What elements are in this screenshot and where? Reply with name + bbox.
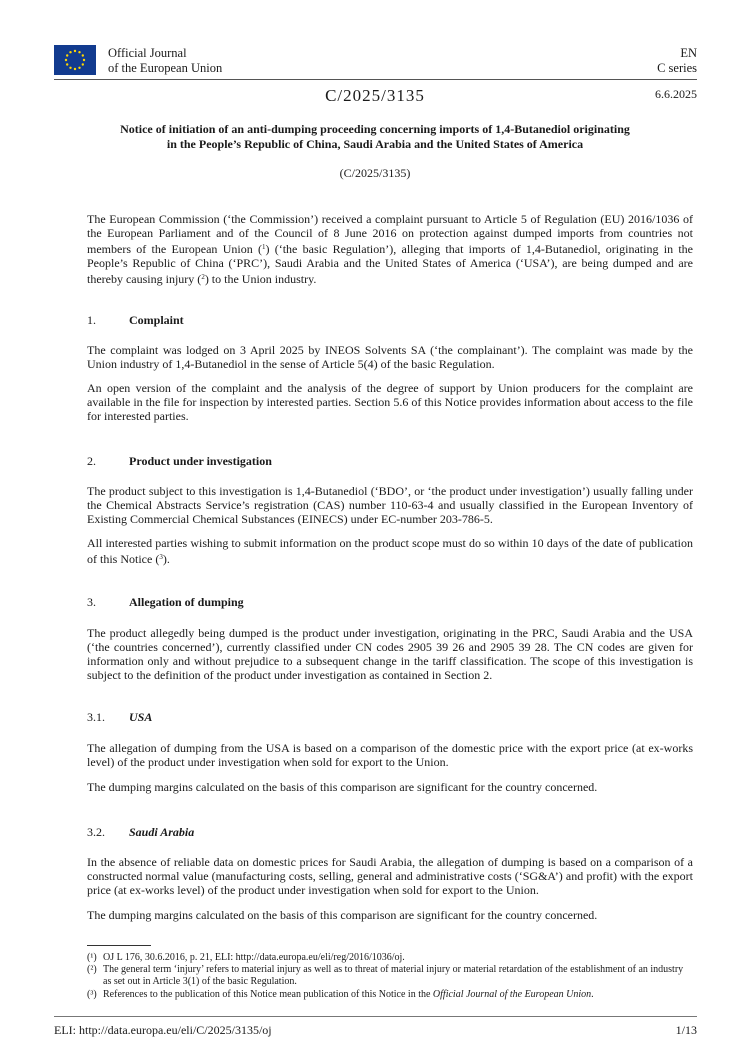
intro-text-2: ) (‘the basic Regulation’), alleging that imports of 1,4-Butanediol, originating in the People’s Republic of China (‘PRC’), Saudi Arabia and the United States of America (‘USA’), are being dumped and are thereby causing injury ( — [87, 242, 693, 286]
header-rule — [54, 79, 697, 80]
section-number: 2. — [87, 454, 96, 468]
section-3-1-paragraph-2: The dumping margins calculated on the basis of this comparison are significant for the country concerned. — [87, 780, 598, 794]
section-2-text-b: ). — [162, 552, 170, 566]
publication-date: 6.6.2025 — [655, 87, 697, 101]
section-number: 3.1. — [87, 710, 105, 724]
title-line-2: in the People’s Republic of China, Saudi Arabia and the United States of America — [166, 137, 584, 151]
section-number: 1. — [87, 313, 96, 327]
footnote-1 — [87, 952, 693, 964]
footnote-text-b: . — [591, 989, 594, 1000]
section-number: 3.2. — [87, 825, 105, 839]
footnote-rule — [87, 945, 151, 946]
section-2-text-a: All interested parties wishing to submit information on the product scope must do so within 10 days of the date of publication of this Notice ( — [87, 536, 693, 566]
footnote-ref-1[interactable]: 1 — [261, 243, 266, 251]
section-2-paragraph-2 — [87, 536, 693, 566]
title-line-1: Notice of initiation of an anti-dumping proceeding concerning imports of 1,4-Butanediol originating — [120, 122, 630, 136]
section-title: Complaint — [129, 313, 184, 327]
section-3-1-paragraph-1: The allegation of dumping from the USA is based on a comparison of the domestic price with the export price (at ex-works level) of the product under investigation when sold for export to the Union. — [87, 741, 693, 769]
section-3-heading — [87, 595, 244, 610]
footnote-text — [103, 989, 691, 1001]
intro-text-1: The European Commission (‘the Commission’) received a complaint pursuant to Article 5 of Regulation (EU) 2016/1036 of the European Parliament and of the Council of 8 June 2016 on protection against dumped imports from countries not members of the European Union ( — [87, 212, 693, 256]
eu-stars-icon — [54, 45, 96, 75]
section-3-2-paragraph-1: In the absence of reliable data on domestic prices for Saudi Arabia, the allegation of dumping is based on a comparison of a constructed normal value (manufacturing costs, selling, general and administrative costs (‘SG&A’) and profit) with the export price (at ex-works level) of the product under investigation when sold for export to the Union. — [87, 855, 693, 897]
section-title: Allegation of dumping — [129, 595, 244, 609]
footnote-text: The general term ‘injury’ refers to material injury as well as to threat of material injury or material retardation of the establishment of an industry as set out in Article 3(1) of the basic Regulation. — [103, 964, 684, 987]
footnote-text-italic: Official Journal of the European Union — [432, 989, 592, 1000]
section-number: 3. — [87, 595, 96, 609]
footnote-ref-3[interactable]: 3 — [159, 553, 163, 561]
eu-flag-logo — [54, 45, 96, 75]
footer-eli-link[interactable]: ELI: http://data.europa.eu/eli/C/2025/3135/oj — [54, 1023, 272, 1037]
section-3-paragraph-1: The product allegedly being dumped is the product under investigation, originating in the PRC, Saudi Arabia and the USA (‘the countries concerned’), currently classified under CN codes 2905 39 26 and 2905 39 28. The CN codes are given for information only and without prejudice to a subsequent change in the tariff classification. The scope of this investigation is subject to the definition of the product under investigation as contained in Section 2. — [87, 626, 693, 682]
section-2-paragraph-1: The product subject to this investigation is 1,4-Butanediol (‘BDO’, or ‘the product under investigation’) usually falling under the Chemical Abstracts Service’s registration (CAS) number 110-63-4 and usually classified in the European Inventory of Existing Commercial Chemical Substances (EINECS) under EC-number 203-786-5. — [87, 484, 693, 526]
section-1-paragraph-1: The complaint was lodged on 3 April 2025 by INEOS Solvents SA (‘the complainant’). The complaint was made by the Union industry of 1,4-Butanediol in the sense of Article 5(4) of the basic Regulation. — [87, 343, 693, 371]
title-document-id: (C/2025/3135) — [339, 166, 411, 180]
notice-title — [70, 122, 680, 152]
section-3-2-heading — [87, 825, 194, 840]
footnote-text: OJ L 176, 30.6.2016, p. 21, ELI: http://data.europa.eu/eli/reg/2016/1036/oj. — [103, 952, 405, 963]
language-code: EN — [680, 46, 697, 60]
document-id: C/2025/3135 — [325, 86, 425, 105]
journal-name — [108, 46, 222, 75]
journal-line-1: Official Journal — [108, 46, 187, 60]
section-title: Saudi Arabia — [129, 825, 195, 839]
intro-text-3: ) to the Union industry. — [204, 272, 317, 286]
footnote-ref-2[interactable]: 2 — [201, 273, 205, 281]
language-series — [657, 46, 697, 75]
footnote-mark: (²) — [87, 964, 97, 975]
footnote-2 — [87, 964, 693, 988]
section-title: USA — [129, 710, 153, 724]
section-3-1-heading — [87, 710, 152, 725]
journal-line-2: of the European Union — [108, 60, 223, 75]
section-1-paragraph-2: An open version of the complaint and the analysis of the degree of support by Union producers for the complaint are available in the file for inspection by interested parties. Section 5.6 of this Notice provides information about access to the file for interested parties. — [87, 381, 693, 423]
section-1-heading — [87, 313, 184, 328]
section-3-2-paragraph-2: The dumping margins calculated on the basis of this comparison are significant for the country concerned. — [87, 908, 598, 922]
section-2-heading — [87, 454, 272, 469]
page-number: 1/13 — [675, 1023, 697, 1037]
section-title: Product under investigation — [129, 454, 272, 468]
series-label: C series — [657, 60, 697, 75]
footnote-text-a: References to the publication of this Notice mean publication of this Notice in the — [103, 989, 433, 1000]
footer-rule — [54, 1016, 697, 1017]
footnote-mark: (¹) — [87, 952, 97, 963]
footnote-mark: (³) — [87, 989, 97, 1000]
intro-paragraph — [87, 212, 693, 286]
footnote-3 — [87, 989, 693, 1001]
